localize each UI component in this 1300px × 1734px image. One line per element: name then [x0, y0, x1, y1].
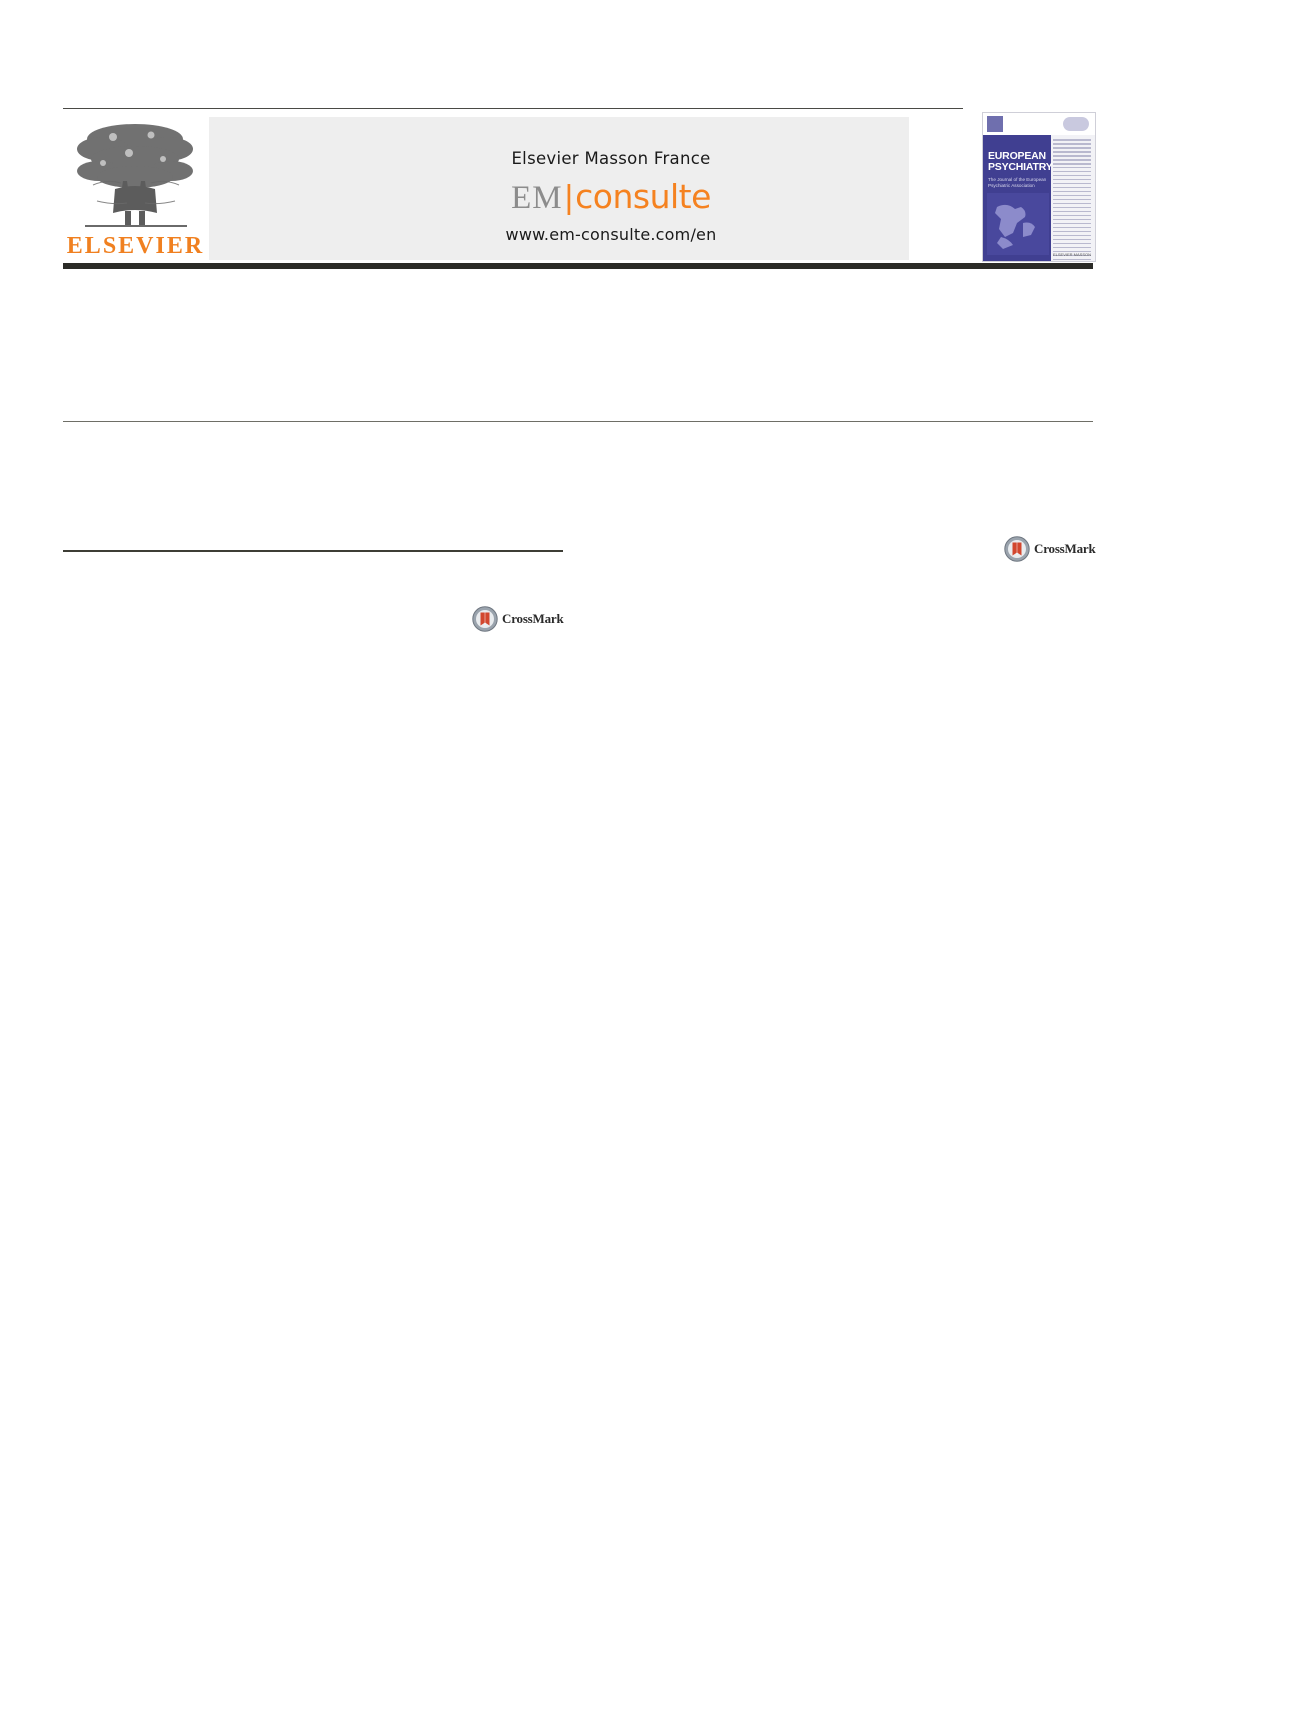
cover-society-badge [1063, 117, 1089, 131]
cover-title [988, 150, 1053, 174]
publisher-line: Elsevier Masson France [511, 149, 711, 168]
cover-subtitle: The Journal of the European Psychiatric Association [988, 177, 1047, 188]
crossmark-badge[interactable] [1004, 536, 1108, 562]
article-divider-rule [63, 550, 563, 552]
journal-cover-thumbnail [982, 112, 1096, 262]
em-consulte-consulte: consulte [575, 177, 711, 216]
crossmark-badge[interactable] [472, 606, 576, 632]
section-divider-rule [63, 421, 1093, 422]
elsevier-wordmark: ELSEVIER [66, 233, 205, 259]
cover-contents-lines [1053, 139, 1091, 262]
em-consulte-url[interactable]: www.em-consulte.com/en [505, 225, 717, 244]
em-consulte-logo [401, 177, 821, 216]
em-consulte-block [401, 149, 821, 244]
crossmark-label: CrossMark [1034, 541, 1096, 556]
masthead-top-rule [63, 108, 963, 109]
em-consulte-panel [209, 117, 909, 260]
elsevier-logo [63, 115, 208, 260]
cover-logo-square [987, 116, 1003, 132]
crossmark-icon [1004, 536, 1030, 562]
elsevier-tree-icon [63, 115, 208, 233]
masthead-bottom-rule [63, 263, 1093, 269]
crossmark-label: CrossMark [502, 611, 564, 626]
crossmark-icon [472, 606, 498, 632]
cover-top-bar [983, 113, 1095, 135]
em-consulte-separator: | [564, 178, 574, 215]
cover-footer: ELSEVIER MASSON [1053, 251, 1092, 257]
cover-title-line2: PSYCHIATRY [988, 161, 1053, 174]
cover-title-line1: EUROPEAN [988, 150, 1046, 162]
europe-map-icon [987, 193, 1049, 255]
em-consulte-em: EM [511, 180, 563, 216]
